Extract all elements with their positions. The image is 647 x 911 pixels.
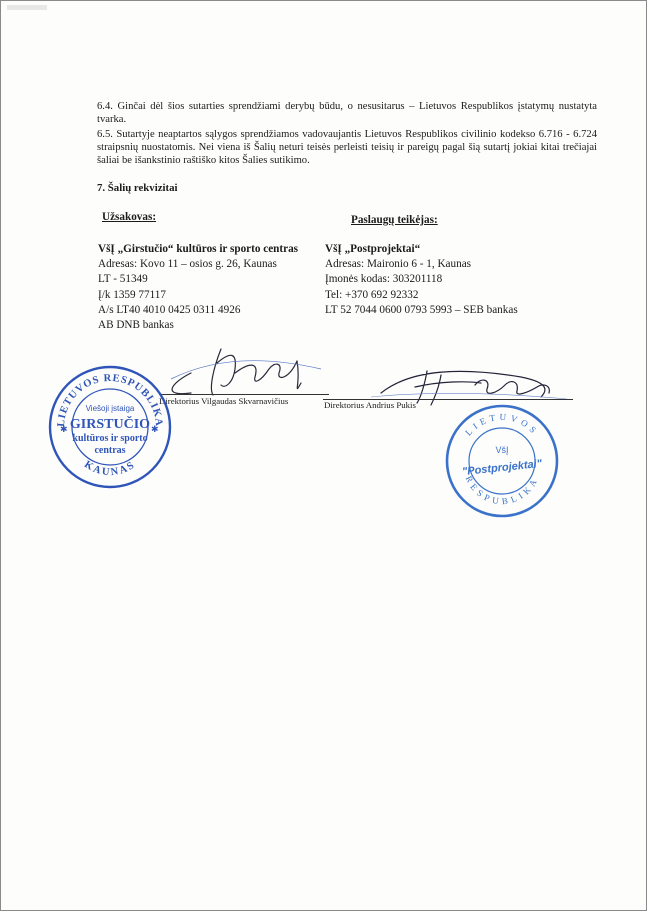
client-title: Užsakovas: [102,211,157,223]
client-stamp-ring-top: LIETUVOS RESPUBLIKA [55,372,165,428]
client-signatory: Direktorius Vilgaudas Skvarnavičius [159,396,289,406]
section-heading: 7. Šalių rekvizitai [97,182,178,194]
client-stamp [47,364,173,490]
client-stamp-line3: kultūros ir sporto [72,433,148,444]
provider-signatory: Direktorius Andrius Pukis [324,400,416,410]
provider-account: LT 52 7044 0600 0793 5993 – SEB bankas [325,303,518,316]
provider-title: Paslaugų teikėjas: [351,214,438,226]
client-signature-scribble [151,339,331,401]
client-account: A/s LT40 4010 0425 0311 4926 [98,303,241,316]
provider-stamp-ring-bottom: RESPUBLIKA [463,474,541,507]
provider-name: VšĮ „Postprojektai“ [325,243,421,255]
client-signature-line [159,394,329,395]
star-icon: ✱ [151,425,159,435]
client-stamp-line4: centras [94,445,126,456]
provider-details [325,242,518,318]
client-postcode: LT - 51349 [98,273,148,286]
provider-stamp-line2: "Postprojektai" [461,457,543,479]
svg-text:KAUNAS [82,459,138,478]
provider-stamp-ring-top: LIETUVOS [463,411,541,438]
provider-phone: Tel: +370 692 92332 [325,288,419,301]
clause-6-4: 6.4. Ginčai dėl šios sutarties sprendžiami derybų būdu, o nesusitarus – Lietuvos Respublikos įstatymų nustatyta tvarka. [97,101,597,126]
client-stamp-line1: Viešoji įstaiga [85,404,135,413]
svg-text:RESPUBLIKA [464,474,541,506]
provider-address: Adresas: Maironio 6 - 1, Kaunas [325,258,472,271]
provider-company-code: Įmonės kodas: 303201118 [325,273,443,286]
client-stamp-ring-bottom: KAUNAS [82,459,138,479]
star-icon: ✱ [60,425,68,435]
client-bank: AB DNB bankas [98,319,174,332]
provider-stamp [445,404,559,518]
client-company-code: Į/k 1359 77117 [98,288,166,301]
client-address: Adresas: Kovo 11 – osios g. 26, Kaunas [98,258,277,271]
svg-text:LIETUVOS [463,412,541,438]
client-details [98,242,298,333]
scan-artifact [7,5,47,10]
client-stamp-line2: GIRSTUČIO [69,417,151,432]
clause-6-5: 6.5. Sutartyje neaptartos sąlygos sprendžiamos vadovaujantis Lietuvos Respublikos civilinio kodekso 6.716 - 6.724 straipsnių nuostatomis. Nei viena iš Šalių neturi teisės perleisti teisių ir pareigų pagal šią sutartį jokiai kitai trečiajai šaliai be išankstinio raštiško kitos Šalies sutikimo. [97,129,597,167]
provider-stamp-line1: VšĮ [495,445,509,455]
client-name: VšĮ „Girstučio“ kultūros ir sporto centras [98,243,299,255]
